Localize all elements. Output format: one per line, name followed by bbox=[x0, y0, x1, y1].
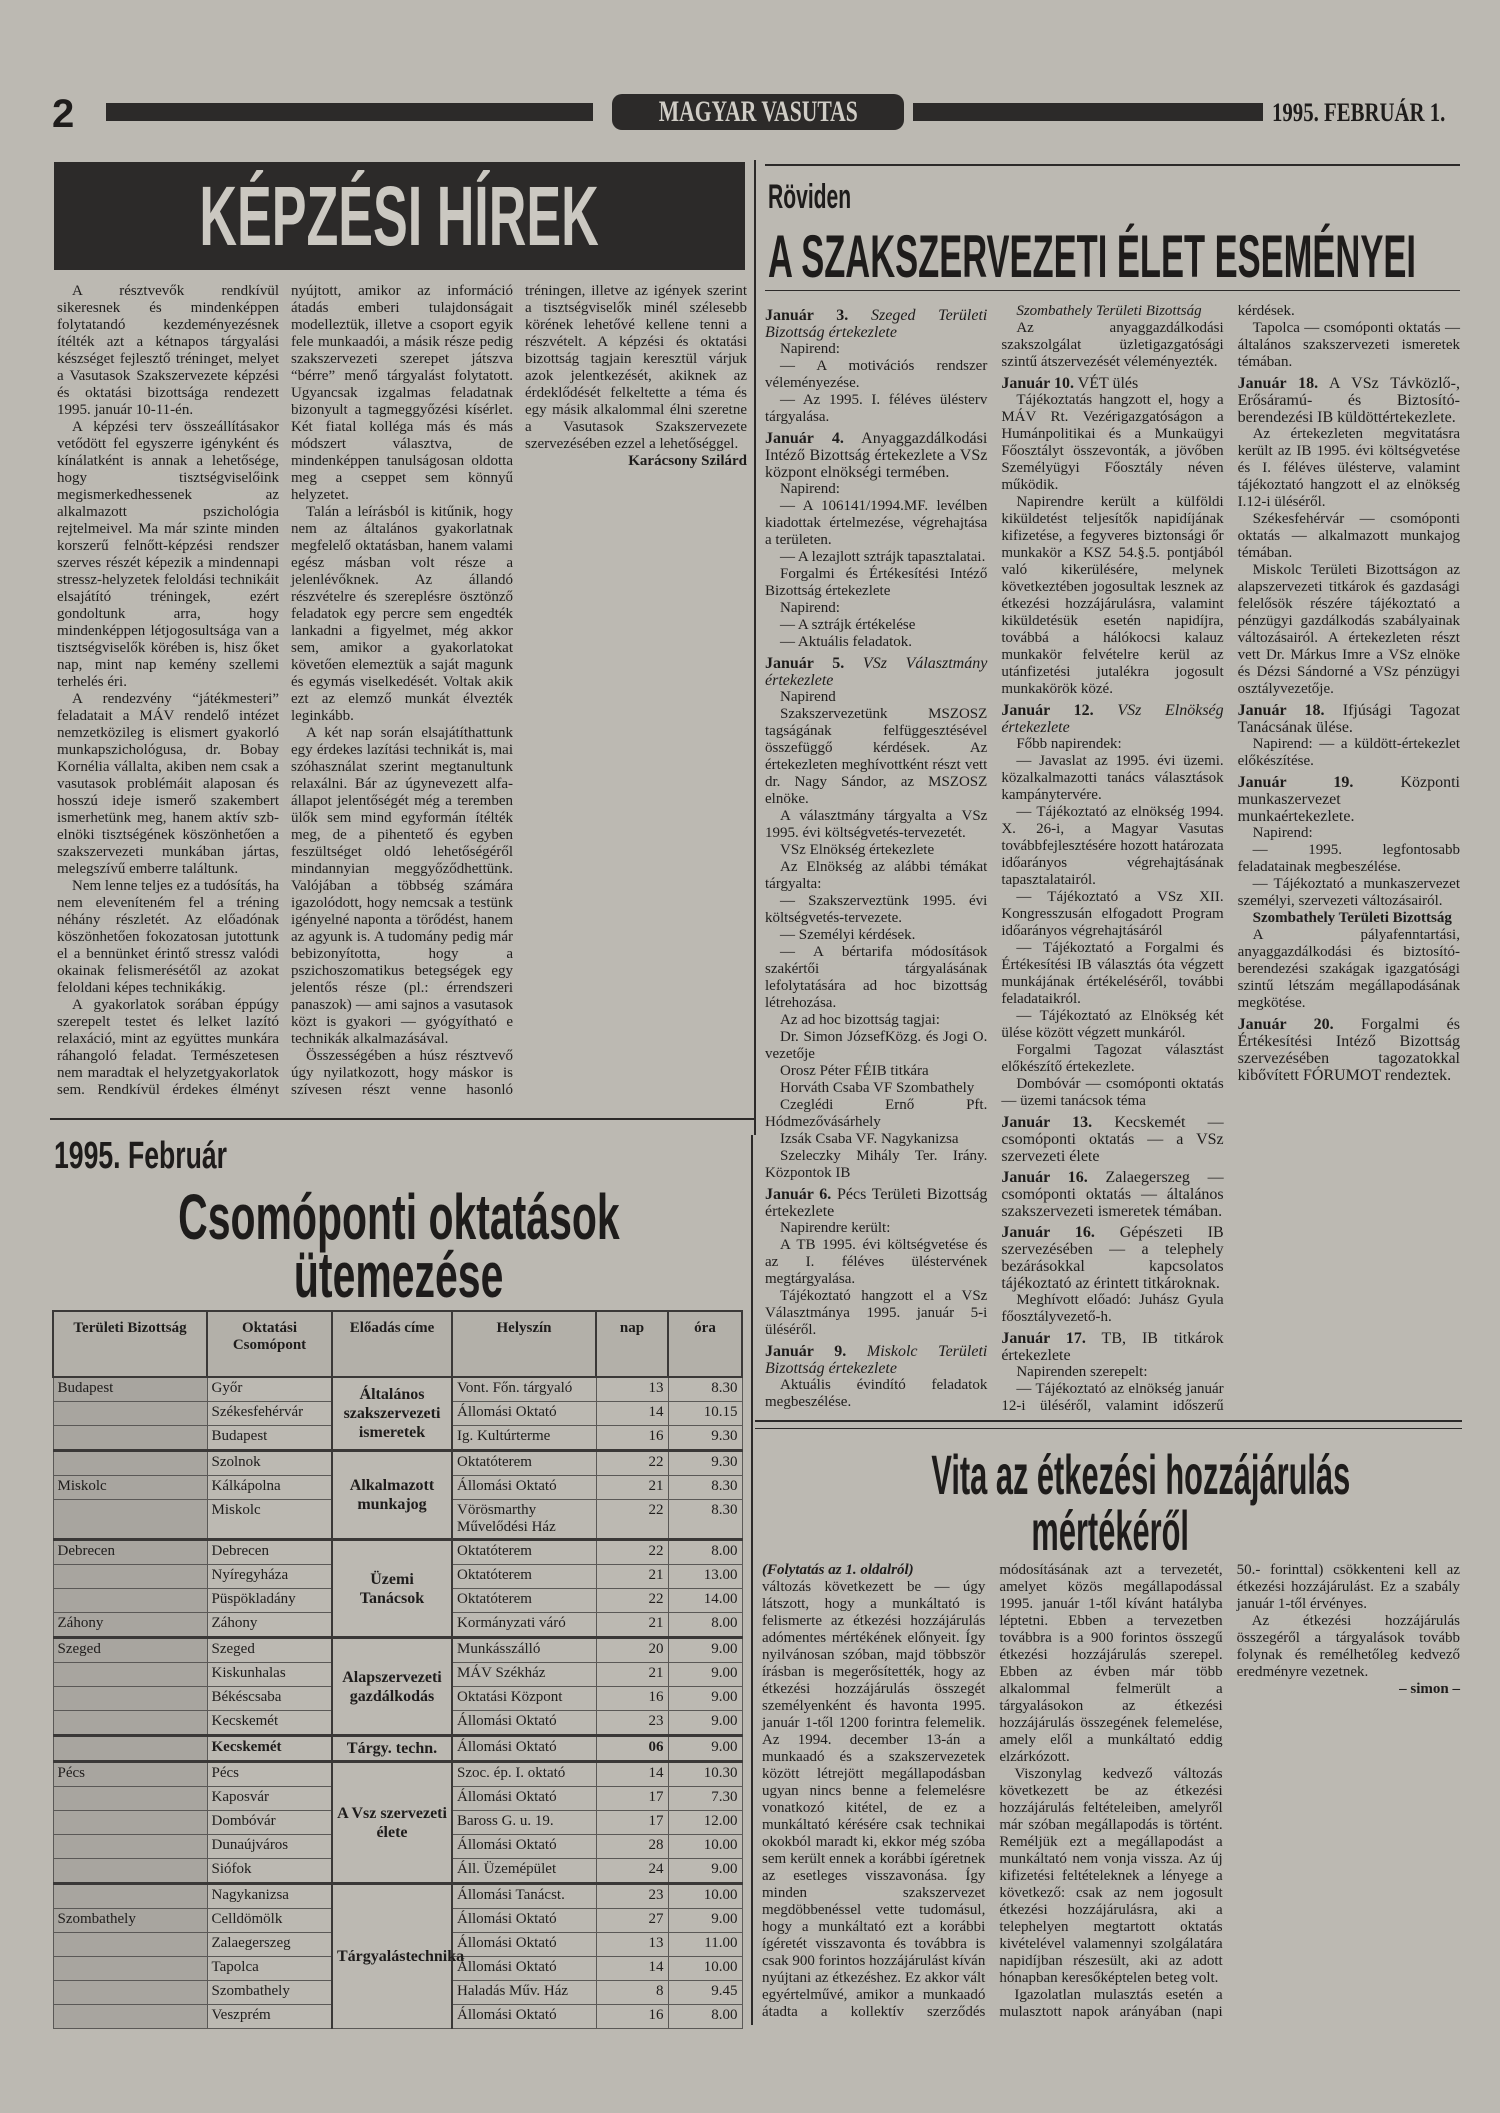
table-row bbox=[53, 1638, 742, 1663]
event-heading bbox=[1001, 1169, 1223, 1220]
article-headline-box bbox=[54, 162, 745, 270]
event-text: — A lezajlott sztrájk tapasztalatai. bbox=[780, 549, 986, 565]
cell-ora: 8.30 bbox=[668, 1377, 742, 1402]
section-headline bbox=[768, 222, 1500, 292]
event-text: Székesfehérvár — csomóponti oktatás — alkalmazott munkajog témában. bbox=[1237, 511, 1460, 561]
event-date: Január 10. bbox=[1001, 375, 1074, 392]
cell-ora: 12.00 bbox=[668, 1811, 742, 1835]
event-title: Kecskemét — csomóponti oktatás — a VSz szervezeti élete bbox=[1001, 1114, 1224, 1165]
event-text: — A sztrájk értékelése bbox=[780, 617, 916, 633]
event-text: Az értekezleten megvitatásra került az IB 1995. évi költségvetése és I. féléves ülésterve, valamint tájékoztató hangzott el az elnökség I.12-i üléséről. bbox=[1237, 426, 1460, 510]
schedule-kicker-text: 1995. Február bbox=[54, 1135, 227, 1177]
section-rule-top bbox=[765, 164, 1460, 166]
cell-nap: 28 bbox=[596, 1835, 668, 1859]
vita-headline-line2 bbox=[760, 1498, 1460, 1564]
cell-helyszin: Állomási Oktató bbox=[452, 1835, 596, 1859]
event-text: VSz Elnökség értekezlete bbox=[780, 842, 935, 858]
cell-csomopont: Pécs bbox=[207, 1762, 332, 1787]
cell-bizottsag bbox=[53, 1811, 207, 1835]
cell-helyszin: Állomási Tanácst. bbox=[452, 1884, 596, 1909]
event-heading bbox=[1001, 1330, 1223, 1364]
cell-ora: 9.00 bbox=[668, 1859, 742, 1884]
event-text: Az Elnökség az alábbi témákat tárgyalta: bbox=[765, 859, 988, 892]
cell-csomopont: Püspökladány bbox=[207, 1589, 332, 1613]
cell-csomopont: Kecskemét bbox=[207, 1736, 332, 1762]
cell-csomopont: Kecskemét bbox=[207, 1711, 332, 1736]
article-paragraph: Az étkezési hozzájárulás összegéről a tárgyalások tovább folynak és remélhetőleg kedvező eredményre vezetnek. bbox=[1236, 1613, 1460, 1680]
event-text: Szakszervezetünk MSZOSZ tagságának felfüggesztésével összefüggő kérdések. Az értekezleten meghívottként részt vett dr. Nagy Sándor, az MSZOSZ elnöke. bbox=[765, 706, 988, 807]
table-row bbox=[53, 1540, 742, 1565]
event-subheading: Szombathely Területi Bizottság bbox=[1252, 910, 1452, 926]
publication-logo bbox=[612, 94, 904, 130]
section-divider bbox=[50, 1118, 755, 1120]
cell-ora: 13.00 bbox=[668, 1565, 742, 1589]
publication-name: MAGYAR VASUTAS bbox=[658, 95, 858, 128]
article-headline: KÉPZÉSI HÍREK bbox=[199, 169, 600, 263]
cell-csomopont: Szolnok bbox=[207, 1451, 332, 1476]
cell-bizottsag bbox=[53, 1663, 207, 1687]
event-title: Központi munkaszervezet munkaértekezlete. bbox=[1237, 774, 1460, 825]
cell-ora: 9.00 bbox=[668, 1711, 742, 1736]
cell-bizottsag bbox=[53, 1565, 207, 1589]
cell-csomopont: Szeged bbox=[207, 1638, 332, 1663]
table-row bbox=[53, 1377, 742, 1402]
header-teruleti-bizottsag: Területi Bizottság bbox=[53, 1311, 207, 1377]
cell-bizottsag bbox=[53, 1451, 207, 1476]
event-title: Miskolc Területi Bizottság értekezlete bbox=[765, 1343, 988, 1377]
event-title: Szeged Területi Bizottság értekezlete bbox=[765, 307, 988, 341]
cell-helyszin: Állomási Oktató bbox=[452, 1909, 596, 1933]
cell-ora: 11.00 bbox=[668, 1933, 742, 1957]
header-ora: óra bbox=[668, 1311, 742, 1377]
cell-nap: 06 bbox=[596, 1736, 668, 1762]
event-text: — Tájékoztató a VSz XII. Kongresszusán elfogadott Program időarányos végrehajtásáról bbox=[1001, 889, 1224, 939]
event-date: Január 9. bbox=[765, 1343, 847, 1360]
event-title: VSz Választmány értekezlete bbox=[765, 655, 988, 689]
cell-bizottsag bbox=[53, 1933, 207, 1957]
cell-bizottsag: Debrecen bbox=[53, 1540, 207, 1565]
cell-csomopont: Kiskunhalas bbox=[207, 1663, 332, 1687]
header-nap: nap bbox=[596, 1311, 668, 1377]
event-text: — Az 1995. I. féléves ülésterv tárgyalása. bbox=[765, 392, 988, 425]
cell-csomopont: Debrecen bbox=[207, 1540, 332, 1565]
event-date: Január 4. bbox=[765, 430, 844, 447]
table-row bbox=[53, 1451, 742, 1476]
cell-csomopont: Siófok bbox=[207, 1859, 332, 1884]
cell-bizottsag: Miskolc bbox=[53, 1476, 207, 1500]
cell-helyszin: Ig. Kultúrterme bbox=[452, 1426, 596, 1451]
cell-ora: 9.00 bbox=[668, 1736, 742, 1762]
schedule-title-text1: Csomóponti oktatások bbox=[178, 1181, 620, 1253]
cell-bizottsag bbox=[53, 1402, 207, 1426]
section-rule-bottom bbox=[765, 290, 1460, 291]
article-author: Karácsony Szilárd bbox=[628, 453, 747, 469]
event-text: Napirend: bbox=[780, 481, 840, 497]
event-date: Január 6. bbox=[765, 1186, 832, 1203]
cell-ora: 8.00 bbox=[668, 2005, 742, 2029]
cell-helyszin: Állomási Oktató bbox=[452, 1787, 596, 1811]
cell-csomopont: Celldömölk bbox=[207, 1909, 332, 1933]
event-text: Napirenden szerepelt: bbox=[1016, 1364, 1148, 1380]
cell-ora: 9.30 bbox=[668, 1451, 742, 1476]
cell-helyszin: Munkásszálló bbox=[452, 1638, 596, 1663]
section-kicker bbox=[768, 178, 902, 217]
cell-nap: 17 bbox=[596, 1787, 668, 1811]
event-text: Dombóvár — csomóponti oktatás — üzemi tanácsok téma bbox=[1001, 1076, 1224, 1109]
cell-helyszin: Haladás Műv. Ház bbox=[452, 1981, 596, 2005]
cell-nap: 23 bbox=[596, 1884, 668, 1909]
cell-bizottsag: Szombathely bbox=[53, 1909, 207, 1933]
event-text: — Tájékoztató a munkaszervezet személyi, szervezeti változásairól. bbox=[1237, 876, 1460, 909]
event-heading bbox=[765, 1186, 987, 1220]
event-heading bbox=[1238, 1016, 1460, 1084]
cell-nap: 14 bbox=[596, 1957, 668, 1981]
article-paragraph: A résztvevők rendkívül sikeresnek és mindenképpen folytatandó kezdeményezésnek ítélték azt a kétnapos tárgyalási készséget fejlesztő tréninget, melyet a Vasutasok Szakszervezete képzési és oktatási bizottsága rendezett 1995. január 10-11-én. bbox=[57, 283, 279, 418]
issue-date-text: 1995. FEBRUÁR 1. bbox=[1272, 98, 1446, 127]
cell-ora: 8.00 bbox=[668, 1613, 742, 1638]
article-author: – simon – bbox=[1399, 1681, 1460, 1697]
schedule-kicker bbox=[54, 1134, 301, 1178]
cell-eloadas: Üzemi Tanácsok bbox=[332, 1540, 452, 1638]
article-paragraph: változás következett be — úgy látszott, hogy a munkáltató is felismerte az étkezési hozzájárulás adómentes mértékének előnyeit. Így nyilvánosan szóban, majd többször írásban is megerősítették, hogy az étkezési hozzájárulás összegét személyenként és havonta 1995. január 1-től 1200 forintra felemelik. Az 1994. december 13-án a munkaadó és a szakszervezetek között létrejött megállapodásban ugyan nincs benne a felemelésre vonatkozó kitétel, de ez a munkáltató kérésére csak technikai okokból maradt ki, ekkor még szóba sem került ennek a korábbi ígéretnek az esetleges visszavonása. Így minden szakszervezet megdöbbenéssel vette tudomásul, hogy a munkáltató ezt a korábbi ígéretét visszavonta és továbbra is csak 900 forintos hozzájárulást kíván nyújtani az étkezéshez. Ez akkor vált egyértelművé, amikor a munkaadó átadta a kollektív szerződés módosításának azt a tervezetét, amelyet közös megállapodással 1995. január 1-től kívánt hatályba léptetni. Ebben a tervezetben továbbra is a 900 forintos összegű étkezési hozzájárulás szerepel. Ebben az évben már több alkalommal felmerült a tárgyalásokon az étkezési hozzájárulás összegének felemelése, amely elől a munkáltató eddig elzárkózott. bbox=[762, 1562, 1223, 2020]
cell-csomopont: Nagykanizsa bbox=[207, 1884, 332, 1909]
event-date: Január 19. bbox=[1237, 774, 1354, 791]
cell-bizottsag bbox=[53, 1884, 207, 1909]
cell-bizottsag bbox=[53, 1589, 207, 1613]
event-title: VÉT ülés bbox=[1077, 375, 1139, 392]
vita-headline-text2: mértékéről bbox=[1031, 1499, 1189, 1562]
event-text: Napirendre került a külföldi kiküldetést teljesítők napidíjának kifizetése, a fegyveres biztonsági őr munkakör a KSZ 54.§.5. pontjából való kikerülésére, melynek következtében jogosultak lesznek az étkezési hozzájárulásra, valamint kiküldetésük esetén napidíjra, továbbá a hálókocsi kalauz munkakör felvételre kerül az utánfizetési jutalékra jogosult munkakörök közé. bbox=[1001, 494, 1224, 697]
event-text: A választmány tárgyalta a VSz 1995. évi költségvetés-tervezetét. bbox=[765, 808, 988, 841]
event-title: Pécs Területi Bizottság értekezlete bbox=[765, 1186, 988, 1220]
cell-ora: 9.00 bbox=[668, 1909, 742, 1933]
event-text: Az ad hoc bizottság tagjai: bbox=[780, 1012, 940, 1028]
event-text: Napirend bbox=[780, 689, 836, 705]
event-date: Január 12. bbox=[1001, 702, 1094, 719]
table-row bbox=[53, 1762, 742, 1787]
table-row bbox=[53, 1736, 742, 1762]
cell-nap: 14 bbox=[596, 1762, 668, 1787]
cell-ora: 9.00 bbox=[668, 1663, 742, 1687]
event-heading bbox=[1001, 375, 1223, 392]
section-kicker-text: Röviden bbox=[768, 178, 852, 216]
event-text: — Javaslat az 1995. évi üzemi. közalkalmazotti tanács választások kampánytervére. bbox=[1001, 753, 1224, 803]
cell-ora: 10.30 bbox=[668, 1762, 742, 1787]
event-date: Január 16. bbox=[1001, 1224, 1095, 1241]
cell-csomopont: Tapolca bbox=[207, 1957, 332, 1981]
cell-nap: 21 bbox=[596, 1663, 668, 1687]
cell-nap: 17 bbox=[596, 1811, 668, 1835]
event-text: Czeglédi Ernő Pft. Hódmezővásárhely bbox=[765, 1097, 988, 1130]
cell-helyszin: Áll. Üzemépület bbox=[452, 1859, 596, 1884]
cell-nap: 22 bbox=[596, 1451, 668, 1476]
cell-csomopont: Székesfehérvár bbox=[207, 1402, 332, 1426]
event-text: Meghívott előadó: Juhász Gyula főosztályvezető-h. bbox=[1001, 1292, 1224, 1325]
cell-eloadas: Alapszervezeti gazdálkodás bbox=[332, 1638, 452, 1736]
table-header-row bbox=[53, 1311, 742, 1377]
events-list bbox=[765, 303, 1460, 1415]
event-text: Napirend: bbox=[1252, 825, 1313, 841]
cell-eloadas: Tárgy. techn. bbox=[332, 1736, 452, 1762]
article-body-vita bbox=[762, 1562, 1460, 2024]
cell-eloadas: Alkalmazott munkajog bbox=[332, 1451, 452, 1540]
cell-ora: 8.30 bbox=[668, 1500, 742, 1540]
event-text: — A 106141/1994.MF. levélben kiadottak értelmezése, végrehajtása a területen. bbox=[765, 498, 988, 548]
schedule-table bbox=[52, 1310, 743, 2029]
event-text: Forgalmi és Értékesítési Intéző Bizottság értekezlete bbox=[765, 566, 988, 599]
article-paragraph: A rendezvény “játékmesteri” feladatait a MÁV rendelő intézet nemzetközileg is elismert gyakorló munkapszichológusa, dr. Bobay Kornélia vállalta, akiben nem csak a vasutasok problémáit alaposan és hosszú ideje ismerő szakembert ismerhetünk meg, hanem aktív szb-elnöki tisztségének köszönhetően a szakszervezeti munkában jártas, melegszívű emberre találtunk. bbox=[57, 691, 279, 877]
cell-bizottsag bbox=[53, 1426, 207, 1451]
cell-helyszin: Állomási Oktató bbox=[452, 1711, 596, 1736]
column-divider-lower bbox=[751, 1135, 753, 2025]
event-title: Gépészeti IB szervezésében — a telephely bezárásokkal kapcsolatos tájékoztató az érintett titkároknak. bbox=[1001, 1224, 1224, 1292]
cell-nap: 13 bbox=[596, 1933, 668, 1957]
cell-ora: 9.30 bbox=[668, 1426, 742, 1451]
event-text: Napirendre került: bbox=[780, 1220, 891, 1236]
article-intro: (Folytatás az 1. oldalról) bbox=[762, 1562, 914, 1578]
section-headline-text: A SZAKSZERVEZETI ÉLET ESEMÉNYEI bbox=[768, 223, 1416, 290]
cell-nap: 20 bbox=[596, 1638, 668, 1663]
article-paragraph: A képzési terv összeállításakor vetődött fel egyszerre igényként és kínálatként is annak a lehetősége, hogy tisztségviselőink megismerkedhessenek az alkalmazott pszichológia rejtelmeivel. Ma már szinte minden korszerű felnőtt-képzési rendszer szerves részét képezik a mindennapi stressz-helyzetek feloldási technikáit elsajátító tréningek, ezért gondoltunk arra, hogy mindenképpen létjogosultsága van a tisztségviselők körében is, hisz őket nap, mint nap kemény szellemi terhelés éri. bbox=[57, 419, 279, 690]
cell-bizottsag bbox=[53, 1736, 207, 1762]
event-text: — Szakszerveztünk 1995. évi költségvetés-tervezete. bbox=[765, 893, 988, 926]
page-number: 2 bbox=[52, 92, 75, 136]
event-date: Január 3. bbox=[765, 307, 849, 324]
cell-nap: 24 bbox=[596, 1859, 668, 1884]
cell-csomopont: Kálkápolna bbox=[207, 1476, 332, 1500]
article-paragraph: Igazolatlan mulasztás esetén a mulasztott napok arányában (napi 50.- forinttal) csökkenteni kell az étkezési hozzájárulást. Ez a szabály január 1-től érvényes. bbox=[999, 1562, 1460, 2020]
cell-bizottsag: Pécs bbox=[53, 1762, 207, 1787]
event-text: Tapolca — csomóponti oktatás — általános szakszervezeti ismeretek témában. bbox=[1237, 320, 1460, 370]
event-heading bbox=[1238, 702, 1460, 736]
schedule-title-text2: ütemezése bbox=[294, 1239, 504, 1311]
cell-csomopont: Budapest bbox=[207, 1426, 332, 1451]
event-heading bbox=[1238, 375, 1460, 426]
cell-helyszin: Állomási Oktató bbox=[452, 1933, 596, 1957]
cell-bizottsag bbox=[53, 1981, 207, 2005]
cell-bizottsag bbox=[53, 1711, 207, 1736]
event-title: Zalaegerszeg — csomóponti oktatás — általános szakszervezeti ismeretek témában. bbox=[1001, 1169, 1224, 1220]
article-paragraph: Viszonylag kedvező változás következett be az étkezési hozzájárulás feltételeiben, amelyről már szóban megállapodás is történt. Reméljük ezt a megállapodást a munkáltató nem vonja vissza. Az új kifizetési feltételeknek a lényege a következő: csak az nem jogosult étkezési hozzájárulásra, aki a telephelyen megtartott oktatás kivételével valamennyi szolgálatára napidíjban részesült, aki az adott hónapban keresőképtelen beteg volt. bbox=[999, 1766, 1223, 1986]
cell-bizottsag: Záhony bbox=[53, 1613, 207, 1638]
event-text: — Tájékoztató az elnökség január 12-i üléséről, valamint időszerű kérdések. bbox=[1001, 303, 1295, 1414]
cell-nap: 16 bbox=[596, 1687, 668, 1711]
event-text: Dr. Simon JózsefKözg. és Jogi O. vezetője bbox=[765, 1029, 988, 1062]
event-text: A TB 1995. évi költségvetése és az I. féléves üléstervének megtárgyalása. bbox=[765, 1237, 988, 1287]
cell-eloadas: Tárgyalástechnika bbox=[332, 1884, 452, 2029]
cell-helyszin: Állomási Oktató bbox=[452, 2005, 596, 2029]
cell-helyszin: Oktatóterem bbox=[452, 1565, 596, 1589]
event-date: Január 16. bbox=[1001, 1169, 1088, 1186]
event-heading bbox=[1001, 702, 1223, 736]
event-text: — A motivációs rendszer véleményezése. bbox=[765, 358, 988, 391]
event-text: — 1995. legfontosabb feladatainak megbeszélése. bbox=[1237, 842, 1460, 875]
event-heading bbox=[765, 1343, 987, 1377]
article-paragraph: Nem lenne teljes ez a tudósítás, ha nem eleveníteném fel a tréning néhány részletét. Az előadónak köszönhetően fokozatosan jutottunk el a bennünket érintő stressz valódi okainak felismerésétől az azokat feloldani képes technikákig. bbox=[57, 878, 280, 996]
cell-bizottsag bbox=[53, 1787, 207, 1811]
event-title: VSz Elnökség értekezlete bbox=[1001, 702, 1224, 736]
event-text: — Tájékoztató az elnökség 1994. X. 26-i, a Magyar Vasutas továbbfejlesztésére hozott határozata időarányos végrehajtásának tapasztalatairól. bbox=[1001, 804, 1224, 888]
table-row bbox=[53, 1884, 742, 1909]
cell-csomopont: Szombathely bbox=[207, 1981, 332, 2005]
cell-csomopont: Győr bbox=[207, 1377, 332, 1402]
event-text: Orosz Péter FÉIB titkára bbox=[780, 1063, 929, 1079]
event-text: — Tájékoztató az Elnökség két ülése között végzett munkáról. bbox=[1001, 1008, 1224, 1041]
event-text: Horváth Csaba VF Szombathely bbox=[780, 1080, 975, 1096]
cell-ora: 9.45 bbox=[668, 1981, 742, 2005]
event-heading bbox=[765, 307, 987, 341]
cell-helyszin: Állomási Oktató bbox=[452, 1957, 596, 1981]
event-heading bbox=[1001, 1224, 1223, 1292]
event-heading bbox=[1238, 774, 1460, 825]
event-date: Január 20. bbox=[1237, 1016, 1334, 1033]
cell-bizottsag bbox=[53, 1859, 207, 1884]
event-text: Az anyaggazdálkodási szakszolgálat üzletigazgatósági szintű átszervezését véleményezték. bbox=[1001, 320, 1224, 370]
cell-nap: 23 bbox=[596, 1711, 668, 1736]
cell-bizottsag: Szeged bbox=[53, 1638, 207, 1663]
event-text: A pályafenntartási, anyaggazdálkodási és biztosító-berendezési szakágak igazgatósági szintű létszám megállapodásának megkötése. bbox=[1237, 927, 1460, 1011]
cell-nap: 16 bbox=[596, 2005, 668, 2029]
cell-helyszin: Állomási Oktató bbox=[452, 1402, 596, 1426]
event-text: Szeleczky Mihály Ter. Irány. Központok IB bbox=[765, 1148, 988, 1181]
event-heading bbox=[765, 655, 987, 689]
column-divider bbox=[754, 160, 756, 1135]
cell-csomopont: Dombóvár bbox=[207, 1811, 332, 1835]
cell-csomopont: Miskolc bbox=[207, 1500, 332, 1540]
event-text: Napirend: bbox=[780, 341, 840, 357]
header-oktatasi-csomopont: Oktatási Csomópont bbox=[207, 1311, 332, 1377]
cell-helyszin: Baross G. u. 19. bbox=[452, 1811, 596, 1835]
masthead-rule-left bbox=[106, 103, 593, 121]
cell-csomopont: Dunaújváros bbox=[207, 1835, 332, 1859]
cell-ora: 9.00 bbox=[668, 1687, 742, 1711]
cell-eloadas: A Vsz szervezeti élete bbox=[332, 1762, 452, 1884]
event-date: Január 13. bbox=[1001, 1114, 1093, 1131]
cell-bizottsag bbox=[53, 1957, 207, 1981]
header-eloadas-cime: Előadás címe bbox=[332, 1311, 452, 1377]
article-paragraph: Összességében a húsz résztvevő úgy nyilatkozott, hogy máskor is szívesen részt venne hasonló tréningen, illetve az igények szerint a tisztségviselők minél szélesebb körének lehetővé kellene tenni a részvételt. A képzési és oktatási bizottság tagjain keresztül várjuk azok jelentkezését, akiknek az érdeklődését felkeltette a téma és egy másik alkalommal élni szeretne a Vasutasok Szakszervezete szervezésében ezzel a lehetőséggel. bbox=[291, 283, 747, 1098]
schedule-title-line2 bbox=[54, 1238, 744, 1313]
cell-csomopont: Kaposvár bbox=[207, 1787, 332, 1811]
cell-bizottsag: Budapest bbox=[53, 1377, 207, 1402]
cell-csomopont: Záhony bbox=[207, 1613, 332, 1638]
event-text: Tájékoztatás hangzott el, hogy a MÁV Rt. Vezérigazgatóságon a Humánpolitikai és a Munkaügyi Főosztályt összevonták, a jövőben Személyügyi Főosztály néven működik. bbox=[1001, 392, 1224, 493]
event-text: Tájékoztató hangzott el a VSz Választmánya 1995. január 5-i üléséről. bbox=[765, 1288, 988, 1338]
cell-eloadas: Általános szakszervezeti ismeretek bbox=[332, 1377, 452, 1451]
cell-csomopont: Veszprém bbox=[207, 2005, 332, 2029]
event-subheading: Szombathely Területi Bizottság bbox=[1016, 303, 1202, 319]
event-title: Anyaggazdálkodási Intéző Bizottság értekezlete a VSz központ elnökségi termében. bbox=[765, 430, 988, 481]
event-text: — Tájékoztató a Forgalmi és Értékesítési IB választás óta végzett munkájának értékeléséről, további feladataikról. bbox=[1001, 940, 1224, 1007]
cell-nap: 27 bbox=[596, 1909, 668, 1933]
cell-nap: 22 bbox=[596, 1540, 668, 1565]
cell-helyszin: Vont. Főn. tárgyaló bbox=[452, 1377, 596, 1402]
event-text: Napirend: bbox=[780, 600, 840, 616]
cell-ora: 10.00 bbox=[668, 1957, 742, 1981]
issue-date bbox=[1272, 98, 1489, 128]
event-text: Miskolc Területi Bizottságon az alapszervezeti titkárok és gazdasági felelősök részére tájékoztató a pénzügyi gazdálkodás szabályainak változásairól. A értekezleten részt vett Dr. Márkus Imre a VSz elnöke és Dézsi Sándorné a VSz pénzügyi osztályvezetője. bbox=[1237, 562, 1460, 697]
event-heading bbox=[1001, 1114, 1223, 1165]
masthead-rule-right bbox=[913, 103, 1263, 121]
cell-bizottsag bbox=[53, 2005, 207, 2029]
cell-csomopont: Zalaegerszeg bbox=[207, 1933, 332, 1957]
event-text: Napirend: — a küldött-értekezlet előkészítése. bbox=[1237, 736, 1460, 769]
cell-nap: 14 bbox=[596, 1402, 668, 1426]
event-text: — A bértarifa módosítások szakértői tárgyalásának lefolytatására ad hoc bizottság létrehozása. bbox=[765, 944, 988, 1011]
event-date: Január 17. bbox=[1001, 1330, 1086, 1347]
cell-helyszin: Oktatóterem bbox=[452, 1589, 596, 1613]
section-divider-right bbox=[755, 1420, 1462, 1422]
cell-bizottsag bbox=[53, 1500, 207, 1540]
cell-nap: 22 bbox=[596, 1500, 668, 1540]
article-paragraph: Talán a leírásból is kitűnik, hogy nem az általános gyakorlatnak megfelelő oktatásban, hanem valami egész másban volt része a jelenlévőknek. Az állandó részvételre és szereplésre ösztönző feladatok egy percre sem engedték lankadni a figyelmet, még akkor sem, amikor a gyakorlatokat követően elemeztük a saját magunk és egymás viselkedését. Voltak akik ezt az elemző munkát élvezték leginkább. bbox=[291, 504, 513, 724]
event-heading bbox=[765, 430, 987, 481]
article-body-kepzesi-hirek bbox=[57, 283, 747, 1113]
cell-ora: 10.00 bbox=[668, 1884, 742, 1909]
cell-ora: 10.15 bbox=[668, 1402, 742, 1426]
cell-ora: 8.30 bbox=[668, 1476, 742, 1500]
cell-nap: 13 bbox=[596, 1377, 668, 1402]
cell-helyszin: Oktatási Központ bbox=[452, 1687, 596, 1711]
event-text: Izsák Csaba VF. Nagykanizsa bbox=[780, 1131, 959, 1147]
event-text: Forgalmi Tagozat választást előkészítő értekezlete. bbox=[1001, 1042, 1224, 1075]
event-date: Január 18. bbox=[1237, 375, 1319, 392]
cell-helyszin: Vörösmarthy Művelődési Ház bbox=[452, 1500, 596, 1540]
event-title: Ifjúsági Tagozat Tanácsának ülése. bbox=[1237, 702, 1460, 736]
article-paragraph: A két nap során elsajátíthattunk egy érdekes lazítási technikát is, mai szóhasználat szerint megtanultunk relaxálni. Bár az úgynevezett alfa-állapot jelentőségét még a teremben ülők sem mind egyformán ítélték meg, de a pihentető és egyben feszültséget oldó lehetőségéről mindannyian meggyőződhettünk. Valójában a többség számára igazolódott, hogy nemcsak a testünk igényelné naponta a törődést, hanem az agyunk is. A tudomány pedig már bebizonyította, hogy a pszichoszomatikus betegségek egy jelentős része (pl.: érrendszeri panaszok) — ami sajnos a vasutasok közt is gyakori — gyógyítható e technikák alkalmazásával. bbox=[291, 725, 513, 1047]
event-text: Aktuális évindító feladatok megbeszélése. bbox=[765, 1377, 988, 1410]
vita-headline-text1: Vita az étkezési hozzájárulás bbox=[931, 1443, 1351, 1506]
cell-ora: 14.00 bbox=[668, 1589, 742, 1613]
cell-helyszin: Oktatóterem bbox=[452, 1540, 596, 1565]
cell-helyszin: Állomási Oktató bbox=[452, 1476, 596, 1500]
section-divider-right-thin bbox=[755, 1428, 1462, 1429]
cell-bizottsag bbox=[53, 1835, 207, 1859]
cell-ora: 7.30 bbox=[668, 1787, 742, 1811]
cell-helyszin: Kormányzati váró bbox=[452, 1613, 596, 1638]
cell-nap: 8 bbox=[596, 1981, 668, 2005]
event-date: Január 18. bbox=[1237, 702, 1325, 719]
header-helyszin: Helyszín bbox=[452, 1311, 596, 1377]
event-text: — Személyi kérdések. bbox=[780, 927, 916, 943]
article-paragraph: A gyakorlatok sorában éppúgy szerepelt testet és lelket lazító relaxáció, mint az együttes munkára ráhangoló feladat. Természetesen nem maradtak el helyzetgyakorlatok sem. Rendkívül érdekes élményt nyújtott, amikor az információ átadás emberi tulajdonságait modelleztük, illetve a csoport egyik fele munkaadói, a másik része pedig szakszervezeti szerepet játszva “bérre” menő tárgyalást folytatott. Ugyancsak izgalmas feladatnak bizonyult a tagmeggyőzési kísérlet. Két fiatal kolléga más és más módszert választva, de mindenképpen tanulságosan oldotta meg a cseppet sem könnyű helyzetet. bbox=[57, 283, 513, 1098]
cell-nap: 16 bbox=[596, 1426, 668, 1451]
cell-helyszin: Szoc. ép. I. oktató bbox=[452, 1762, 596, 1787]
cell-ora: 9.00 bbox=[668, 1638, 742, 1663]
event-date: Január 5. bbox=[765, 655, 845, 672]
cell-nap: 21 bbox=[596, 1565, 668, 1589]
cell-helyszin: Oktatóterem bbox=[452, 1451, 596, 1476]
event-title: TB, IB titkárok értekezlete bbox=[1001, 1330, 1224, 1364]
cell-nap: 21 bbox=[596, 1613, 668, 1638]
event-title: Forgalmi és Értékesítési Intéző Bizottság szervezésében tagozatokkal kibővített FÓRUMOT rendeztek. bbox=[1237, 1016, 1460, 1084]
cell-ora: 10.00 bbox=[668, 1835, 742, 1859]
cell-csomopont: Nyíregyháza bbox=[207, 1565, 332, 1589]
event-text: Főbb napirendek: bbox=[1016, 736, 1122, 752]
cell-nap: 22 bbox=[596, 1589, 668, 1613]
cell-csomopont: Békéscsaba bbox=[207, 1687, 332, 1711]
cell-helyszin: Állomási Oktató bbox=[452, 1736, 596, 1762]
event-text: — Aktuális feladatok. bbox=[780, 634, 913, 650]
cell-ora: 8.00 bbox=[668, 1540, 742, 1565]
cell-helyszin: MÁV Székház bbox=[452, 1663, 596, 1687]
cell-nap: 21 bbox=[596, 1476, 668, 1500]
event-title: A VSz Távközlő-, Erősáramú- és Biztosító-berendezési IB küldöttértekezlete. bbox=[1237, 375, 1460, 426]
cell-bizottsag bbox=[53, 1687, 207, 1711]
